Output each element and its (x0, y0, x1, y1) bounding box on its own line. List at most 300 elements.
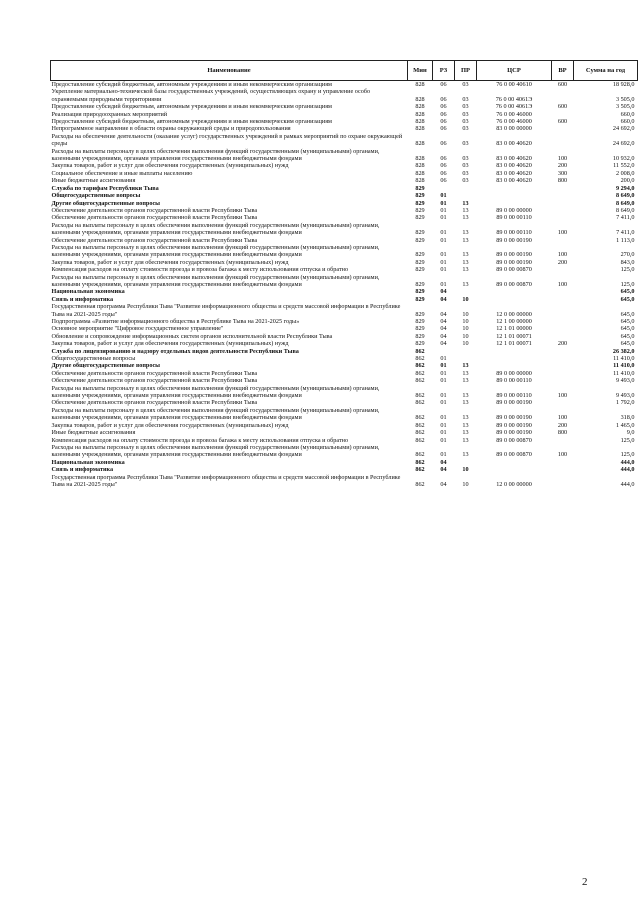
cell-name: Основное мероприятие "Цифровое государственное управление" (51, 325, 224, 333)
cell-vr (552, 111, 574, 118)
cell-rz: 04 (440, 310, 447, 318)
cell-csr (477, 362, 552, 369)
cell-sum: 24 692,0 (612, 125, 635, 133)
cell-min: 862 (415, 451, 425, 459)
cell-sum: 645,0 (620, 318, 635, 325)
table-row (51, 429, 638, 436)
cell-min: 829 (415, 199, 425, 207)
cell-vr (552, 466, 574, 473)
header-sum: Сумма на год (574, 61, 638, 81)
cell-csr: 12 0 00 00000 (496, 480, 532, 488)
cell-pr: 13 (462, 451, 469, 459)
cell-name: Обеспечение деятельности органов государственной власти Республики Тыва (51, 214, 258, 222)
cell-pr: 03 (462, 118, 469, 126)
cell-sum: 125,0 (620, 436, 635, 444)
table-row (51, 237, 638, 244)
cell-min: 828 (415, 155, 425, 163)
cell-rz: 01 (440, 414, 447, 422)
cell-vr (552, 237, 574, 244)
cell-vr: 100 (557, 414, 568, 422)
cell-csr: 89 0 00 00110 (496, 214, 532, 222)
cell-sum: 3 505,0 (615, 103, 635, 111)
cell-pr: 10 (462, 340, 469, 348)
table-header-row (51, 61, 638, 81)
cell-rz: 06 (440, 162, 447, 170)
cell-sum: 11 410,0 (613, 355, 635, 363)
cell-csr: 83 0 00 40620 (496, 177, 532, 185)
budget-table-sheet (50, 60, 637, 488)
cell-csr (477, 192, 552, 199)
cell-csr: 12 1 01 00071 (496, 340, 532, 348)
cell-vr: 100 (557, 392, 568, 400)
cell-csr: 12 1 01 00000 (496, 325, 532, 333)
cell-name: Закупка товаров, работ и услуг для обеспечения государственных (муниципальных) нужд (51, 340, 289, 348)
cell-name: Общегосударственные вопросы (51, 192, 141, 200)
cell-pr: 13 (462, 429, 469, 437)
table-row (51, 207, 638, 214)
cell-min: 862 (415, 429, 425, 437)
cell-pr: 13 (462, 214, 469, 222)
cell-min: 828 (415, 103, 425, 111)
cell-name: Общегосударственные вопросы (51, 355, 136, 363)
cell-sum: 660,0 (620, 110, 635, 118)
table-row (51, 340, 638, 347)
header-rz: РЗ (433, 61, 455, 81)
cell-pr: 13 (462, 280, 469, 288)
cell-rz: 01 (440, 421, 447, 429)
table-row (51, 377, 638, 384)
cell-sum: 200,0 (620, 177, 635, 185)
cell-sum: 125,0 (620, 266, 635, 274)
table-row (51, 303, 638, 318)
cell-min: 829 (415, 295, 425, 303)
cell-name: Расходы на выплаты персоналу в целях обеспечения выполнения функций государственными (муниципальными) органами, казенными учреждениями, органами управления государственными внебюджетными фондами (51, 406, 380, 422)
cell-sum: 645,0 (620, 340, 635, 348)
table-row (51, 466, 638, 473)
cell-min: 828 (415, 162, 425, 170)
cell-vr (552, 355, 574, 362)
cell-vr: 600 (557, 118, 568, 126)
cell-sum: 660,0 (620, 118, 635, 126)
cell-name: Служба по тарифам Республики Тыва (51, 184, 159, 192)
cell-rz: 04 (440, 466, 447, 474)
budget-table (50, 60, 638, 488)
cell-sum: 125,0 (620, 280, 635, 288)
table-body (51, 81, 638, 489)
cell-rz: 01 (440, 399, 447, 407)
table-row (51, 81, 638, 89)
cell-sum: 645,0 (620, 332, 635, 340)
cell-pr: 03 (462, 103, 469, 111)
cell-vr (552, 459, 574, 466)
cell-vr (552, 88, 574, 103)
cell-vr (552, 288, 574, 295)
cell-csr: 83 0 00 40620 (496, 155, 532, 163)
cell-csr (477, 185, 552, 192)
cell-vr (552, 185, 574, 192)
cell-rz: 01 (440, 229, 447, 237)
cell-vr (552, 399, 574, 406)
cell-sum: 8 649,0 (615, 199, 635, 207)
cell-vr: 200 (557, 421, 568, 429)
cell-name: Обеспечение деятельности органов государственной власти Республики Тыва (51, 236, 258, 244)
cell-vr (552, 296, 574, 303)
cell-name: Иные бюджетные ассигнования (51, 429, 136, 437)
cell-rz: 06 (440, 95, 447, 103)
cell-vr (552, 333, 574, 340)
cell-min: 862 (415, 458, 425, 466)
cell-pr: 13 (462, 206, 469, 214)
table-row (51, 370, 638, 377)
cell-rz: 01 (440, 280, 447, 288)
cell-csr: 76 0 00 40610 (496, 81, 532, 88)
cell-min: 862 (415, 347, 425, 355)
table-row (51, 133, 638, 148)
cell-csr: 12 0 00 00000 (496, 310, 532, 318)
cell-sum: 444,0 (620, 466, 635, 474)
table-row (51, 192, 638, 199)
cell-min: 862 (415, 369, 425, 377)
cell-csr: 89 0 00 00190 (496, 414, 532, 422)
cell-sum: 11 410,0 (613, 362, 635, 370)
cell-csr: 89 0 00 00870 (496, 436, 532, 444)
cell-name: Обеспечение деятельности органов государственной власти Республики Тыва (51, 377, 258, 385)
cell-rz: 06 (440, 169, 447, 177)
cell-sum: 9,0 (626, 429, 635, 437)
cell-min: 829 (415, 258, 425, 266)
cell-rz: 01 (440, 362, 447, 370)
cell-min: 829 (415, 266, 425, 274)
cell-sum: 8 649,0 (615, 192, 635, 200)
cell-sum: 26 382,0 (612, 347, 635, 355)
cell-csr: 83 0 00 00000 (496, 125, 532, 133)
table-row (51, 333, 638, 340)
cell-min: 828 (415, 177, 425, 185)
cell-vr (552, 348, 574, 355)
header-vr: ВР (552, 61, 574, 81)
cell-vr (552, 325, 574, 332)
cell-min: 828 (415, 140, 425, 148)
cell-min: 828 (415, 118, 425, 126)
cell-vr: 100 (557, 155, 568, 163)
cell-pr: 03 (462, 140, 469, 148)
table-row (51, 348, 638, 355)
table-row (51, 288, 638, 295)
cell-vr: 200 (557, 340, 568, 348)
cell-pr: 03 (462, 162, 469, 170)
cell-pr: 13 (462, 362, 469, 370)
cell-min: 828 (415, 110, 425, 118)
cell-vr: 600 (557, 81, 568, 88)
cell-sum: 9 493,0 (615, 377, 635, 385)
cell-pr (455, 192, 477, 199)
cell-pr: 13 (462, 399, 469, 407)
cell-vr (552, 437, 574, 444)
cell-name: Расходы на выплаты персоналу в целях обеспечения выполнения функций государственными (муниципальными) органами, казенными учреждениями, органами управления государственными внебюджетными фондами (51, 221, 380, 237)
cell-pr: 13 (462, 199, 469, 207)
cell-vr (552, 214, 574, 221)
cell-name: Компенсация расходов на оплату стоимости проезда и провоза багажа к месту использования отпуска и обратно (51, 436, 349, 444)
cell-min: 862 (415, 480, 425, 488)
cell-rz: 01 (440, 206, 447, 214)
table-row (51, 474, 638, 489)
table-row (51, 362, 638, 369)
cell-sum: 270,0 (620, 251, 635, 259)
cell-csr: 83 0 00 40620 (496, 140, 532, 148)
cell-rz (433, 348, 455, 355)
cell-pr: 03 (462, 125, 469, 133)
cell-vr: 800 (557, 429, 568, 437)
table-row (51, 325, 638, 332)
cell-pr: 10 (462, 295, 469, 303)
table-row (51, 177, 638, 184)
cell-pr: 10 (462, 480, 469, 488)
cell-pr: 13 (462, 392, 469, 400)
cell-pr: 10 (462, 310, 469, 318)
cell-sum: 318,0 (620, 414, 635, 422)
cell-name: Обеспечение деятельности органов государственной власти Республики Тыва (51, 399, 258, 407)
cell-sum: 18 928,0 (612, 81, 635, 88)
cell-min: 862 (415, 362, 425, 370)
cell-name: Подпрограмма «Развитие информационного общества в Республике Тыва на 2021-2025 годы» (51, 318, 300, 325)
table-row (51, 459, 638, 466)
table-row (51, 296, 638, 303)
table-row (51, 118, 638, 125)
cell-vr (552, 362, 574, 369)
header-pr: ПР (455, 61, 477, 81)
table-row (51, 185, 638, 192)
cell-name: Связь и информатика (51, 466, 114, 474)
cell-name: Расходы на выплаты персоналу в целях обеспечения выполнения функций государственными (муниципальными) органами, казенными учреждениями, органами управления государственными внебюджетными фондами (51, 147, 380, 163)
cell-rz: 01 (440, 451, 447, 459)
cell-csr: 12 1 00 00000 (496, 318, 532, 325)
cell-sum: 645,0 (620, 310, 635, 318)
cell-vr: 200 (557, 258, 568, 266)
cell-sum: 9 493,0 (615, 392, 635, 400)
cell-rz: 01 (440, 199, 447, 207)
table-row (51, 125, 638, 132)
table-row (51, 170, 638, 177)
cell-csr: 89 0 00 00870 (496, 451, 532, 459)
cell-pr: 13 (462, 251, 469, 259)
cell-name: Расходы на выплаты персоналу в целях обеспечения выполнения функций государственными (муниципальными) органами, казенными учреждениями, органами управления государственными внебюджетными фондами (51, 273, 380, 288)
cell-csr: 89 0 00 00190 (496, 258, 532, 266)
cell-name: Связь и информатика (51, 295, 114, 303)
cell-name: Закупка товаров, работ и услуг для обеспечения государственных (муниципальных) нужд (51, 258, 289, 266)
cell-csr: 89 0 00 00870 (496, 280, 532, 288)
cell-pr: 13 (462, 236, 469, 244)
cell-rz: 06 (440, 140, 447, 148)
cell-vr: 300 (557, 169, 568, 177)
cell-pr: 10 (462, 466, 469, 474)
cell-rz (433, 185, 455, 192)
cell-csr (477, 200, 552, 207)
cell-rz: 06 (440, 177, 447, 185)
cell-sum: 125,0 (620, 451, 635, 459)
cell-pr: 13 (462, 414, 469, 422)
cell-csr: 83 0 00 40620 (496, 162, 532, 170)
cell-csr: 89 0 00 00190 (496, 421, 532, 429)
cell-name: Иные бюджетные ассигнования (51, 177, 136, 185)
cell-csr: 76 0 00 46000 (496, 118, 532, 126)
cell-vr (552, 377, 574, 384)
table-row (51, 422, 638, 429)
cell-vr (552, 200, 574, 207)
cell-vr (552, 370, 574, 377)
cell-vr (552, 318, 574, 325)
cell-vr (552, 474, 574, 489)
cell-vr (552, 192, 574, 199)
cell-rz: 06 (440, 125, 447, 133)
cell-vr: 100 (557, 229, 568, 237)
header-min: Мин (408, 61, 433, 81)
cell-name: Национальная экономика (51, 288, 125, 296)
table-row (51, 385, 638, 400)
cell-rz: 01 (440, 192, 447, 200)
cell-pr: 13 (462, 266, 469, 274)
table-row (51, 162, 638, 169)
cell-sum: 7 411,0 (616, 214, 635, 222)
cell-rz: 06 (440, 118, 447, 126)
cell-min: 829 (415, 251, 425, 259)
cell-rz: 04 (440, 288, 447, 296)
cell-rz: 04 (440, 318, 447, 325)
table-row (51, 274, 638, 289)
cell-pr: 03 (462, 177, 469, 185)
cell-name: Непрограммное направление в области охраны окружающей среды и природопользования (51, 125, 291, 133)
table-row (51, 259, 638, 266)
cell-vr: 100 (557, 280, 568, 288)
cell-name: Предоставление субсидий бюджетным, автономным учреждениям и иным некоммерческим организациям (51, 118, 332, 126)
cell-sum: 8 649,0 (615, 206, 635, 214)
table-row (51, 148, 638, 163)
table-row (51, 318, 638, 325)
cell-vr: 600 (557, 103, 568, 111)
cell-min: 829 (415, 340, 425, 348)
cell-name: Обеспечение деятельности органов государственной власти Республики Тыва (51, 206, 258, 214)
cell-name: Государственная программа Республики Тыва "Развитие информационного общества и средств массовой информации в Республике Тыва на 2021-2025 годы" (51, 473, 401, 488)
cell-csr: 89 0 00 00000 (496, 206, 532, 214)
cell-min: 828 (415, 81, 425, 88)
header-name: Наименование (51, 61, 408, 81)
cell-rz: 06 (440, 155, 447, 163)
cell-min: 862 (415, 436, 425, 444)
cell-sum: 9 294,0 (615, 184, 635, 192)
cell-min: 828 (415, 169, 425, 177)
table-row (51, 103, 638, 110)
cell-vr (552, 125, 574, 132)
cell-sum: 645,0 (620, 295, 635, 303)
cell-rz: 01 (440, 266, 447, 274)
page-number: 2 (582, 876, 588, 888)
cell-vr: 200 (557, 162, 568, 170)
cell-sum: 1 792,0 (615, 399, 635, 407)
cell-rz: 04 (440, 325, 447, 333)
cell-sum: 843,0 (620, 258, 635, 266)
table-row (51, 214, 638, 221)
cell-pr: 13 (462, 229, 469, 237)
cell-min: 862 (415, 392, 425, 400)
cell-rz: 04 (440, 332, 447, 340)
cell-csr (477, 466, 552, 473)
cell-rz: 04 (440, 295, 447, 303)
cell-csr: 89 0 00 00000 (496, 369, 532, 377)
cell-csr: 76 0 00 4061Э (495, 95, 533, 103)
cell-sum: 1 113,0 (616, 236, 635, 244)
cell-min: 829 (415, 332, 425, 340)
cell-name: Обеспечение деятельности органов государственной власти Республики Тыва (51, 369, 258, 377)
cell-pr: 13 (462, 258, 469, 266)
cell-sum: 645,0 (620, 288, 635, 296)
cell-name: Обновление и сопровождение информационных систем органов исполнительной власти Республики Тыва (51, 332, 333, 340)
table-row (51, 222, 638, 237)
cell-pr: 03 (462, 81, 469, 88)
cell-csr: 89 0 00 00870 (496, 266, 532, 274)
table-row (51, 407, 638, 422)
cell-rz: 01 (440, 369, 447, 377)
cell-name: Укрепление материально-технической базы государственных учреждений, осуществляющих охрану и управление особо охраняемыми природными территориями (51, 88, 371, 103)
header-csr: ЦСР (477, 61, 552, 81)
cell-rz: 06 (440, 110, 447, 118)
cell-csr: 89 0 00 00190 (496, 236, 532, 244)
cell-rz: 01 (440, 436, 447, 444)
table-row (51, 200, 638, 207)
cell-rz: 06 (440, 103, 447, 111)
cell-pr: 13 (462, 436, 469, 444)
cell-sum: 444,0 (620, 458, 635, 466)
cell-sum: 2 008,0 (615, 169, 635, 177)
cell-name: Реализация природоохранных мероприятий (51, 110, 168, 118)
cell-pr: 13 (462, 377, 469, 385)
cell-pr (455, 348, 477, 355)
cell-min: 829 (415, 214, 425, 222)
cell-min: 829 (415, 184, 425, 192)
cell-vr: 100 (557, 251, 568, 259)
table-row (51, 88, 638, 103)
cell-vr (552, 207, 574, 214)
cell-csr: 89 0 00 00190 (496, 399, 532, 407)
cell-pr: 13 (462, 421, 469, 429)
cell-min: 829 (415, 206, 425, 214)
cell-min: 862 (415, 466, 425, 474)
cell-pr: 10 (462, 332, 469, 340)
cell-name: Служба по лицензированию и надзору отдельных видов деятельности Республики Тыва (51, 347, 299, 355)
cell-csr: 89 0 00 00190 (496, 429, 532, 437)
cell-sum: 444,0 (620, 480, 635, 488)
cell-csr: 83 0 00 40620 (496, 169, 532, 177)
table-row (51, 111, 638, 118)
cell-sum: 645,0 (620, 325, 635, 333)
cell-csr (477, 348, 552, 355)
cell-min: 829 (415, 288, 425, 296)
cell-min: 829 (415, 318, 425, 325)
cell-pr: 03 (462, 110, 469, 118)
cell-sum: 7 411,0 (616, 229, 635, 237)
cell-csr: 76 0 00 46000 (496, 110, 532, 118)
cell-pr: 10 (462, 325, 469, 333)
cell-sum: 24 692,0 (612, 140, 635, 148)
cell-name: Социальное обеспечение и иные выплаты населению (51, 169, 193, 177)
cell-rz: 01 (440, 251, 447, 259)
cell-csr: 12 1 01 00071 (496, 332, 532, 340)
cell-csr (477, 459, 552, 466)
cell-name: Компенсация расходов на оплату стоимости проезда и провоза багажа к месту использования отпуска и обратно (51, 266, 349, 274)
cell-rz: 04 (440, 480, 447, 488)
cell-rz: 04 (440, 458, 447, 466)
cell-min: 829 (415, 192, 425, 200)
cell-min: 862 (415, 377, 425, 385)
cell-min: 828 (415, 125, 425, 133)
